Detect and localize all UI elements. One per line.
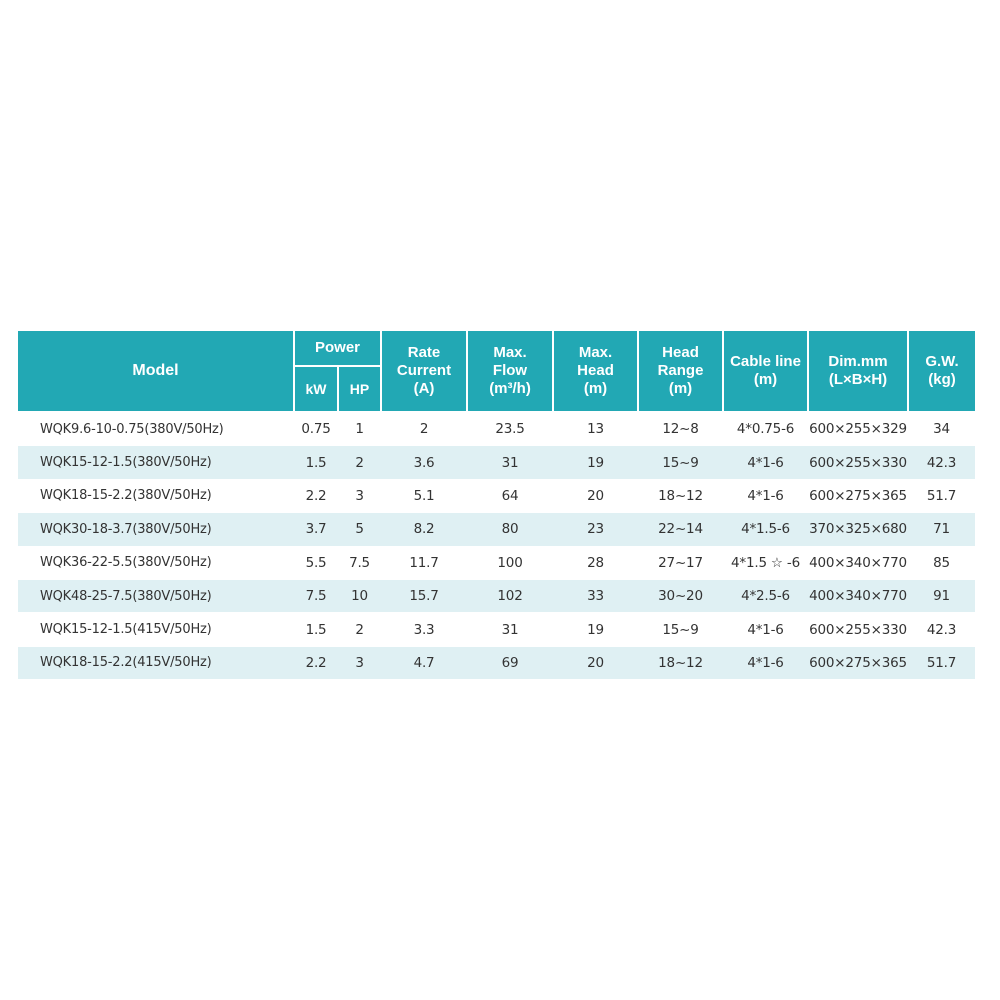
cell-cable-line: 4*1.5-6: [723, 513, 808, 546]
header-power: Power: [294, 331, 381, 366]
cell-cable-line: 4*1-6: [723, 446, 808, 479]
cell-max-head: 19: [587, 621, 604, 638]
cell-kw: 2.2: [305, 487, 327, 504]
table-row: [18, 446, 975, 479]
cell-max-head: 20: [587, 487, 604, 504]
cell-head-range: 15~9: [638, 446, 723, 479]
cell-dimensions: 400×340×770: [809, 554, 907, 571]
cell-max-flow: 23.5: [495, 421, 525, 438]
header-model: Model: [18, 331, 294, 412]
cell-rate-current: 5.1: [413, 487, 435, 504]
header-head-range: Head Range (m): [638, 331, 723, 412]
table-row: [18, 646, 975, 679]
cell-kw: 3.7: [294, 513, 338, 546]
cell-cable-line: 4*0.75-6: [736, 421, 795, 438]
cell-model: WQK9.6-10-0.75(380V/50Hz): [40, 421, 224, 437]
cell-rate-current: 4.7: [381, 646, 467, 679]
cell-kw: 1.5: [294, 446, 338, 479]
cell-max-flow: 100: [497, 554, 523, 571]
cell-gross-weight: 34: [933, 421, 950, 438]
cell-hp: 2: [338, 446, 381, 479]
cell-head-range: 15~9: [662, 621, 699, 638]
cell-dimensions: 600×255×329: [809, 421, 907, 438]
cell-head-range: 22~14: [638, 513, 723, 546]
cell-model: WQK48-25-7.5(380V/50Hz): [18, 579, 294, 612]
table-row: [18, 479, 975, 512]
header-dimensions: Dim.mm (L×B×H): [808, 331, 908, 412]
cell-gross-weight: 71: [908, 513, 975, 546]
cell-head-range: 18~12: [658, 487, 703, 504]
cell-cable-line: 4*1-6: [747, 621, 784, 638]
cell-head-range: 18~12: [638, 646, 723, 679]
cell-cable-line: 4*1.5 ☆ -6: [731, 554, 800, 571]
cell-kw: 7.5: [294, 579, 338, 612]
cell-hp: 2: [355, 621, 364, 638]
table-row: [18, 513, 975, 546]
header-kw: kW: [294, 366, 338, 412]
cell-gross-weight: 51.7: [926, 487, 957, 504]
cell-cable-line: 4*2.5-6: [723, 579, 808, 612]
cell-head-range: 30~20: [638, 579, 723, 612]
cell-max-head: 23: [553, 513, 638, 546]
cell-max-head: 28: [587, 554, 604, 571]
cell-max-head: 33: [553, 579, 638, 612]
cell-head-range: 27~17: [658, 554, 703, 571]
cell-dimensions: 400×340×770: [808, 579, 908, 612]
cell-max-head: 20: [553, 646, 638, 679]
cell-max-flow: 102: [467, 579, 553, 612]
cell-model: WQK18-15-2.2(415V/50Hz): [18, 646, 294, 679]
cell-dimensions: 600×255×330: [809, 621, 907, 638]
table-row: [18, 613, 975, 646]
cell-max-flow: 31: [501, 621, 519, 638]
cell-max-flow: 64: [501, 487, 519, 504]
header-gross-weight: G.W. (kg): [908, 331, 975, 412]
cell-rate-current: 2: [419, 421, 429, 438]
cell-rate-current: 3.3: [413, 621, 435, 638]
cell-hp: 3: [355, 487, 364, 504]
cell-dimensions: 600×275×365: [809, 487, 907, 504]
table-row: [18, 412, 975, 446]
cell-rate-current: 15.7: [381, 579, 467, 612]
cell-model: WQK18-15-2.2(380V/50Hz): [40, 488, 212, 504]
cell-rate-current: 3.6: [381, 446, 467, 479]
header-hp: HP: [338, 366, 381, 412]
cell-rate-current: 11.7: [409, 554, 439, 571]
table-row: [18, 579, 975, 612]
cell-max-flow: 69: [467, 646, 553, 679]
table-body: [18, 412, 975, 680]
cell-max-head: 19: [553, 446, 638, 479]
cell-cable-line: 4*1-6: [747, 487, 784, 504]
cell-gross-weight: 85: [933, 554, 950, 571]
cell-max-head: 13: [587, 421, 604, 438]
cell-model: WQK15-12-1.5(380V/50Hz): [18, 446, 294, 479]
cell-max-flow: 31: [467, 446, 553, 479]
cell-kw: 1.5: [305, 621, 327, 638]
cell-model: WQK15-12-1.5(415V/50Hz): [40, 622, 212, 638]
header-max-head: Max. Head (m): [553, 331, 638, 412]
cell-kw: 0.75: [301, 421, 331, 438]
cell-hp: 7.5: [349, 554, 370, 571]
cell-model: WQK36-22-5.5(380V/50Hz): [40, 555, 212, 571]
cell-gross-weight: 91: [908, 579, 975, 612]
cell-kw: 5.5: [305, 554, 327, 571]
table-row: [18, 546, 975, 579]
cell-model: WQK30-18-3.7(380V/50Hz): [18, 513, 294, 546]
cell-kw: 2.2: [294, 646, 338, 679]
cell-gross-weight: 42.3: [908, 446, 975, 479]
cell-cable-line: 4*1-6: [723, 646, 808, 679]
header-max-flow: Max. Flow (m³/h): [467, 331, 553, 412]
cell-hp: 3: [338, 646, 381, 679]
pump-spec-table: [18, 331, 975, 680]
cell-dimensions: 600×255×330: [808, 446, 908, 479]
header-row: [18, 331, 975, 366]
cell-dimensions: 370×325×680: [808, 513, 908, 546]
cell-gross-weight: 42.3: [926, 621, 957, 638]
cell-head-range: 12~8: [662, 421, 699, 438]
cell-hp: 5: [338, 513, 381, 546]
cell-hp: 10: [338, 579, 381, 612]
cell-rate-current: 8.2: [381, 513, 467, 546]
cell-max-flow: 80: [467, 513, 553, 546]
header-rate-current: Rate Current (A): [381, 331, 467, 412]
cell-dimensions: 600×275×365: [808, 646, 908, 679]
cell-gross-weight: 51.7: [908, 646, 975, 679]
cell-hp: 1: [355, 421, 364, 438]
header-cable-line: Cable line (m): [723, 331, 808, 412]
